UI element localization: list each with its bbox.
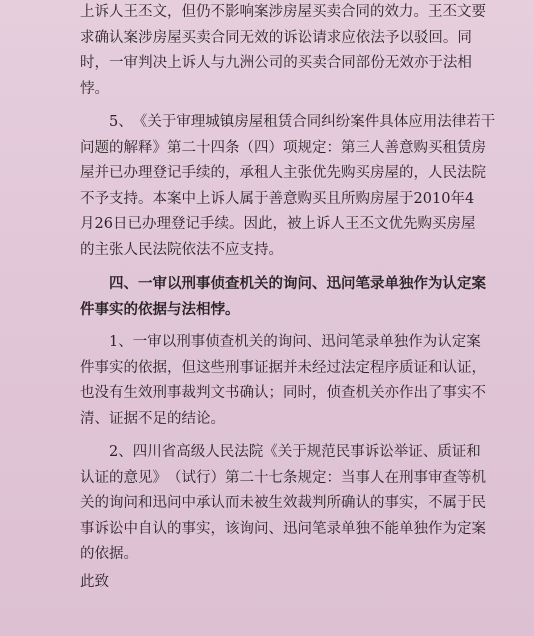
body-line-1: 上 诉 人 王 丕 文 ， 但 仍 不 影 响 案 涉 房 屋 买 卖 合 同 的 效 力 。 王 丕 文 要 xyxy=(80,4,486,20)
body-line-3: 时 ， 一 审 判 决 上 诉 人 与 九 洲 公 司 的 买 卖 合 同 部 份 无 效 亦 于 法 相 xyxy=(80,55,472,71)
body-line-9: 月 2 6 日 已 办 理 登 记 手 续 。 因 此 ， 被 上 诉 人 王 丕 文 优 先 购 买 房 屋 xyxy=(80,216,476,232)
section-heading-line-2: 件事实的依据与法相悖。 xyxy=(80,300,240,318)
paragraph-gap xyxy=(80,102,472,110)
closing-salutation: 此致 xyxy=(80,573,109,590)
document-body xyxy=(80,0,496,595)
body-line-17: 2 、 四 川 省 高 级 人 民 法 院 《 关 于 规 范 民 事 诉 讼 举 证 、 质 证 和 xyxy=(109,444,481,460)
paragraph-gap xyxy=(80,263,472,271)
body-line-2: 求 确 认 案 涉 房 屋 买 卖 合 同 无 效 的 诉 讼 请 求 应 依 法 予 以 驳 回 。 同 xyxy=(80,29,472,46)
paragraph-gap xyxy=(80,432,472,440)
body-line-6: 问 题 的 解 释 》 第 二 十 四 条 （ 四 ） 项 规 定 ： 第 三 人 善 意 购 买 租 赁 房 xyxy=(80,139,486,156)
body-line-15: 也 没 有 生 效 刑 事 裁 判 文 书 确 认 ； 同 时 ， 侦 查 机 关 亦 作 出 了 事 实 不 xyxy=(80,385,486,401)
paragraph-gap xyxy=(80,322,472,330)
body-line-16: 清、证据不足的结论。 xyxy=(80,410,225,427)
body-line-7: 屋 并 已 办 理 登 记 手 续 的 ， 承 租 人 主 张 优 先 购 买 房 屋 的 ， 人 民 法 院 xyxy=(80,165,486,181)
body-line-14: 件 事 实 的 依 据 ， 但 这 些 刑 事 证 据 并 未 经 过 法 定 程 序 质 证 和 认 证 ， xyxy=(80,359,486,376)
body-line-20: 事 诉 讼 中 自 认 的 事 实 ， 该 询 问 、 迅 问 笔 录 单 独 不 能 单 独 作 为 定 案 xyxy=(80,520,486,537)
body-line-19: 关 的 询 问 和 迅 问 中 承 认 而 未 被 生 效 裁 判 所 确 认 的 事 实 ， 不 属 于 民 xyxy=(80,495,486,511)
body-line-10: 的主张人民法院依法不应支持。 xyxy=(80,241,283,258)
body-line-4: 悖。 xyxy=(80,80,109,97)
body-line-18: 认 证 的 意 见 》 （ 试 行 ） 第 二 十 七 条 规 定 ： 当 事 人 在 刑 事 审 查 等 机 xyxy=(80,469,486,486)
body-line-8: 不 予 支 持 。 本 案 中 上 诉 人 属 于 善 意 购 买 且 所 购 房 屋 于 2 0 1 0 年 4 xyxy=(80,190,475,207)
body-line-13: 1 、 一 审 以 刑 事 侦 查 机 关 的 询 问 、 迅 问 笔 录 单 独 作 为 认 定 案 xyxy=(109,334,481,350)
body-line-21: 的依据。 xyxy=(80,546,138,562)
section-heading-line-1: 四 、 一 审 以 刑 事 侦 查 机 关 的 询 问 、 迅 问 笔 录 单 独 作 为 认 定 案 xyxy=(109,275,486,292)
body-line-5: 5 、 《 关 于 审 理 城 镇 房 屋 租 赁 合 同 纠 纷 案 件 具 体 应 用 法 律 若 干 xyxy=(109,114,496,130)
